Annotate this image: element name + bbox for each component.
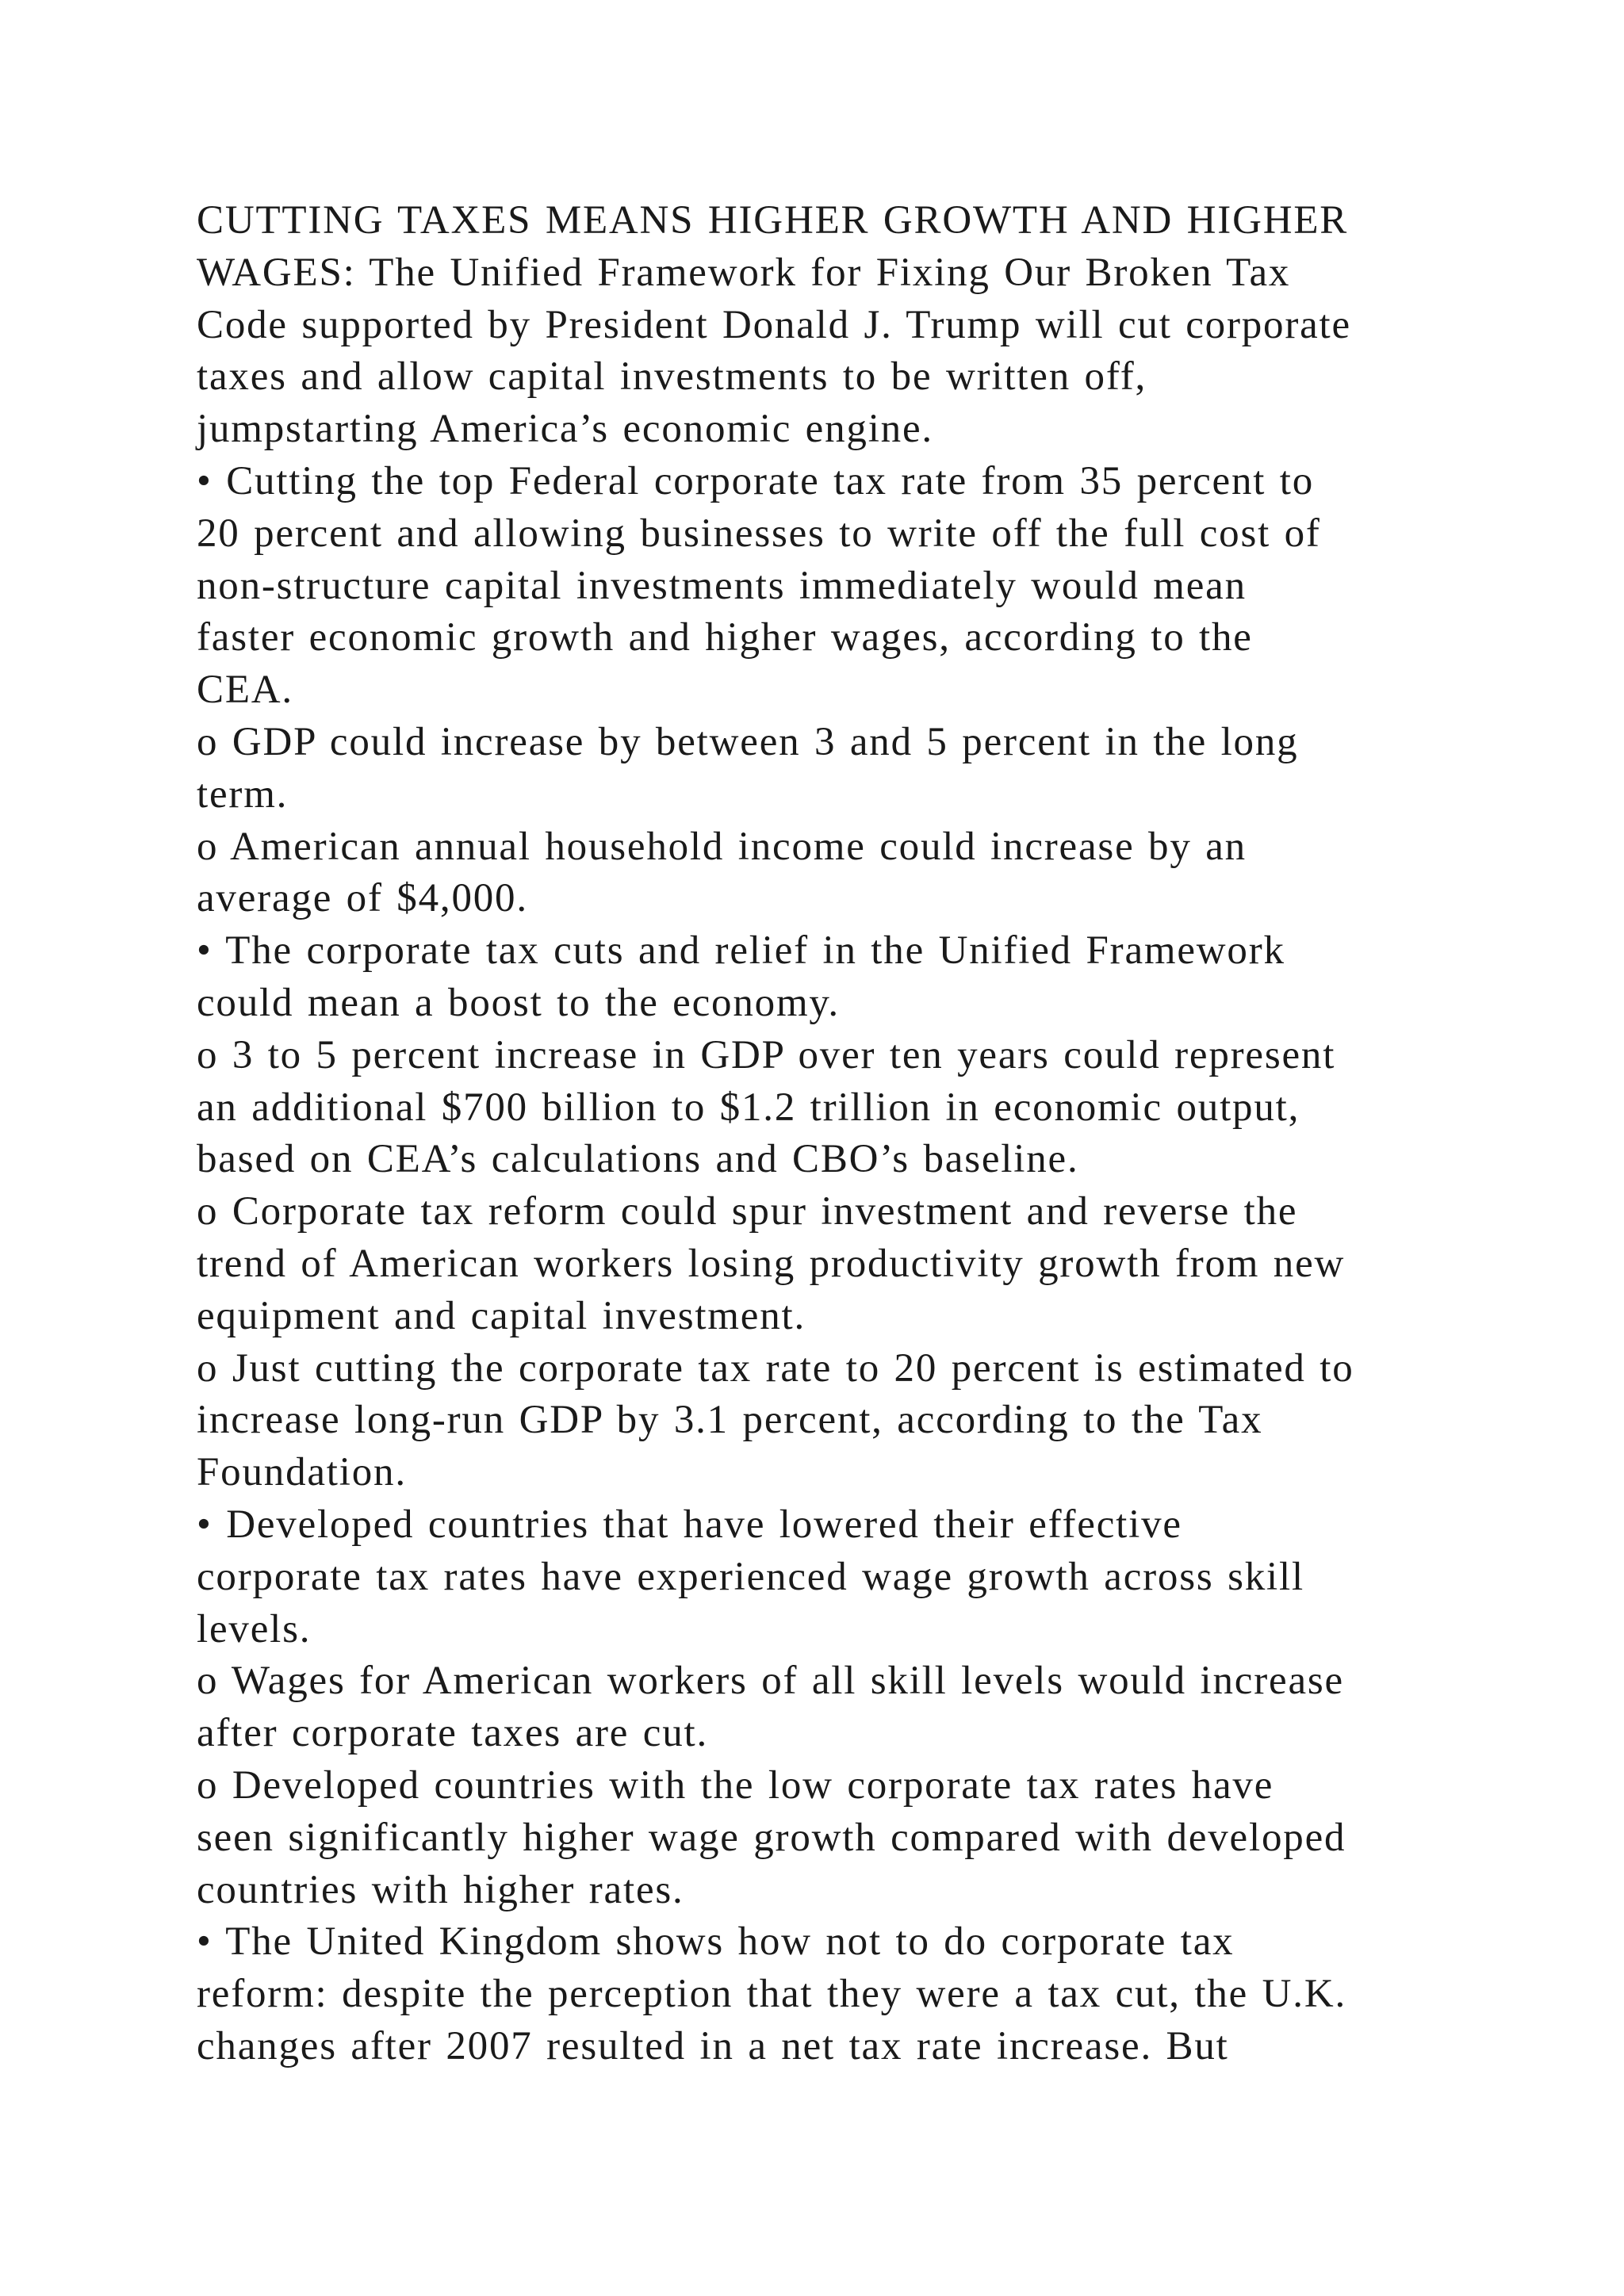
- text-line: o Developed countries with the low corporate tax rates have: [197, 1762, 1274, 1808]
- text-line: levels.: [197, 1606, 312, 1651]
- text-line: o 3 to 5 percent increase in GDP over ten years could represent: [197, 1032, 1336, 1077]
- text-line: trend of American workers losing productivity growth from new: [197, 1241, 1346, 1286]
- text-line: taxes and allow capital investments to be written off,: [197, 354, 1147, 400]
- text-line: Code supported by President Donald J. Trump will cut corporate: [197, 302, 1351, 347]
- text-line: • Cutting the top Federal corporate tax rate from 35 percent to: [197, 458, 1315, 503]
- text-line: • The corporate tax cuts and relief in the Unified Framework: [197, 928, 1285, 974]
- text-line: WAGES: The Unified Framework for Fixing Our Broken Tax: [197, 250, 1291, 295]
- text-line: after corporate taxes are cut.: [197, 1711, 709, 1756]
- text-line: an additional $700 billion to $1.2 trillion in economic output,: [197, 1085, 1300, 1130]
- text-line: o Wages for American workers of all skill levels would increase: [197, 1659, 1344, 1704]
- text-line: could mean a boost to the economy.: [197, 980, 840, 1025]
- text-line: CEA.: [197, 668, 293, 713]
- text-line: based on CEA’s calculations and CBO’s baseline.: [197, 1137, 1079, 1182]
- text-line: countries with higher rates.: [197, 1867, 684, 1912]
- text-line: average of $4,000.: [197, 876, 528, 921]
- text-line: • The United Kingdom shows how not to do corporate tax: [197, 1919, 1235, 1965]
- text-line: o American annual household income could increase by an: [197, 824, 1247, 869]
- text-line: corporate tax rates have experienced wage growth across skill: [197, 1554, 1304, 1599]
- text-line: o Just cutting the corporate tax rate to 20 percent is estimated to: [197, 1345, 1354, 1391]
- text-line: jumpstarting America’s economic engine.: [197, 407, 933, 452]
- document-body: [197, 195, 1497, 2073]
- text-line: non-structure capital investments immediately would mean: [197, 563, 1247, 608]
- text-line: increase long-run GDP by 3.1 percent, according to the Tax: [197, 1398, 1263, 1443]
- text-line: 20 percent and allowing businesses to write off the full cost of: [197, 511, 1321, 556]
- text-line: reform: despite the perception that they were a tax cut, the U.K.: [197, 1972, 1347, 2017]
- text-line: o GDP could increase by between 3 and 5 percent in the long: [197, 719, 1299, 764]
- text-line: faster economic growth and higher wages, according to the: [197, 615, 1253, 660]
- text-line: CUTTING TAXES MEANS HIGHER GROWTH AND HIGHER: [197, 198, 1349, 243]
- text-line: • Developed countries that have lowered their effective: [197, 1502, 1182, 1547]
- text-line: term.: [197, 771, 289, 817]
- text-line: equipment and capital investment.: [197, 1293, 806, 1338]
- text-line: Foundation.: [197, 1450, 407, 1495]
- text-line: o Corporate tax reform could spur investment and reverse the: [197, 1189, 1298, 1234]
- text-line: changes after 2007 resulted in a net tax rate increase. But: [197, 2023, 1229, 2068]
- text-line: seen significantly higher wage growth compared with developed: [197, 1815, 1346, 1860]
